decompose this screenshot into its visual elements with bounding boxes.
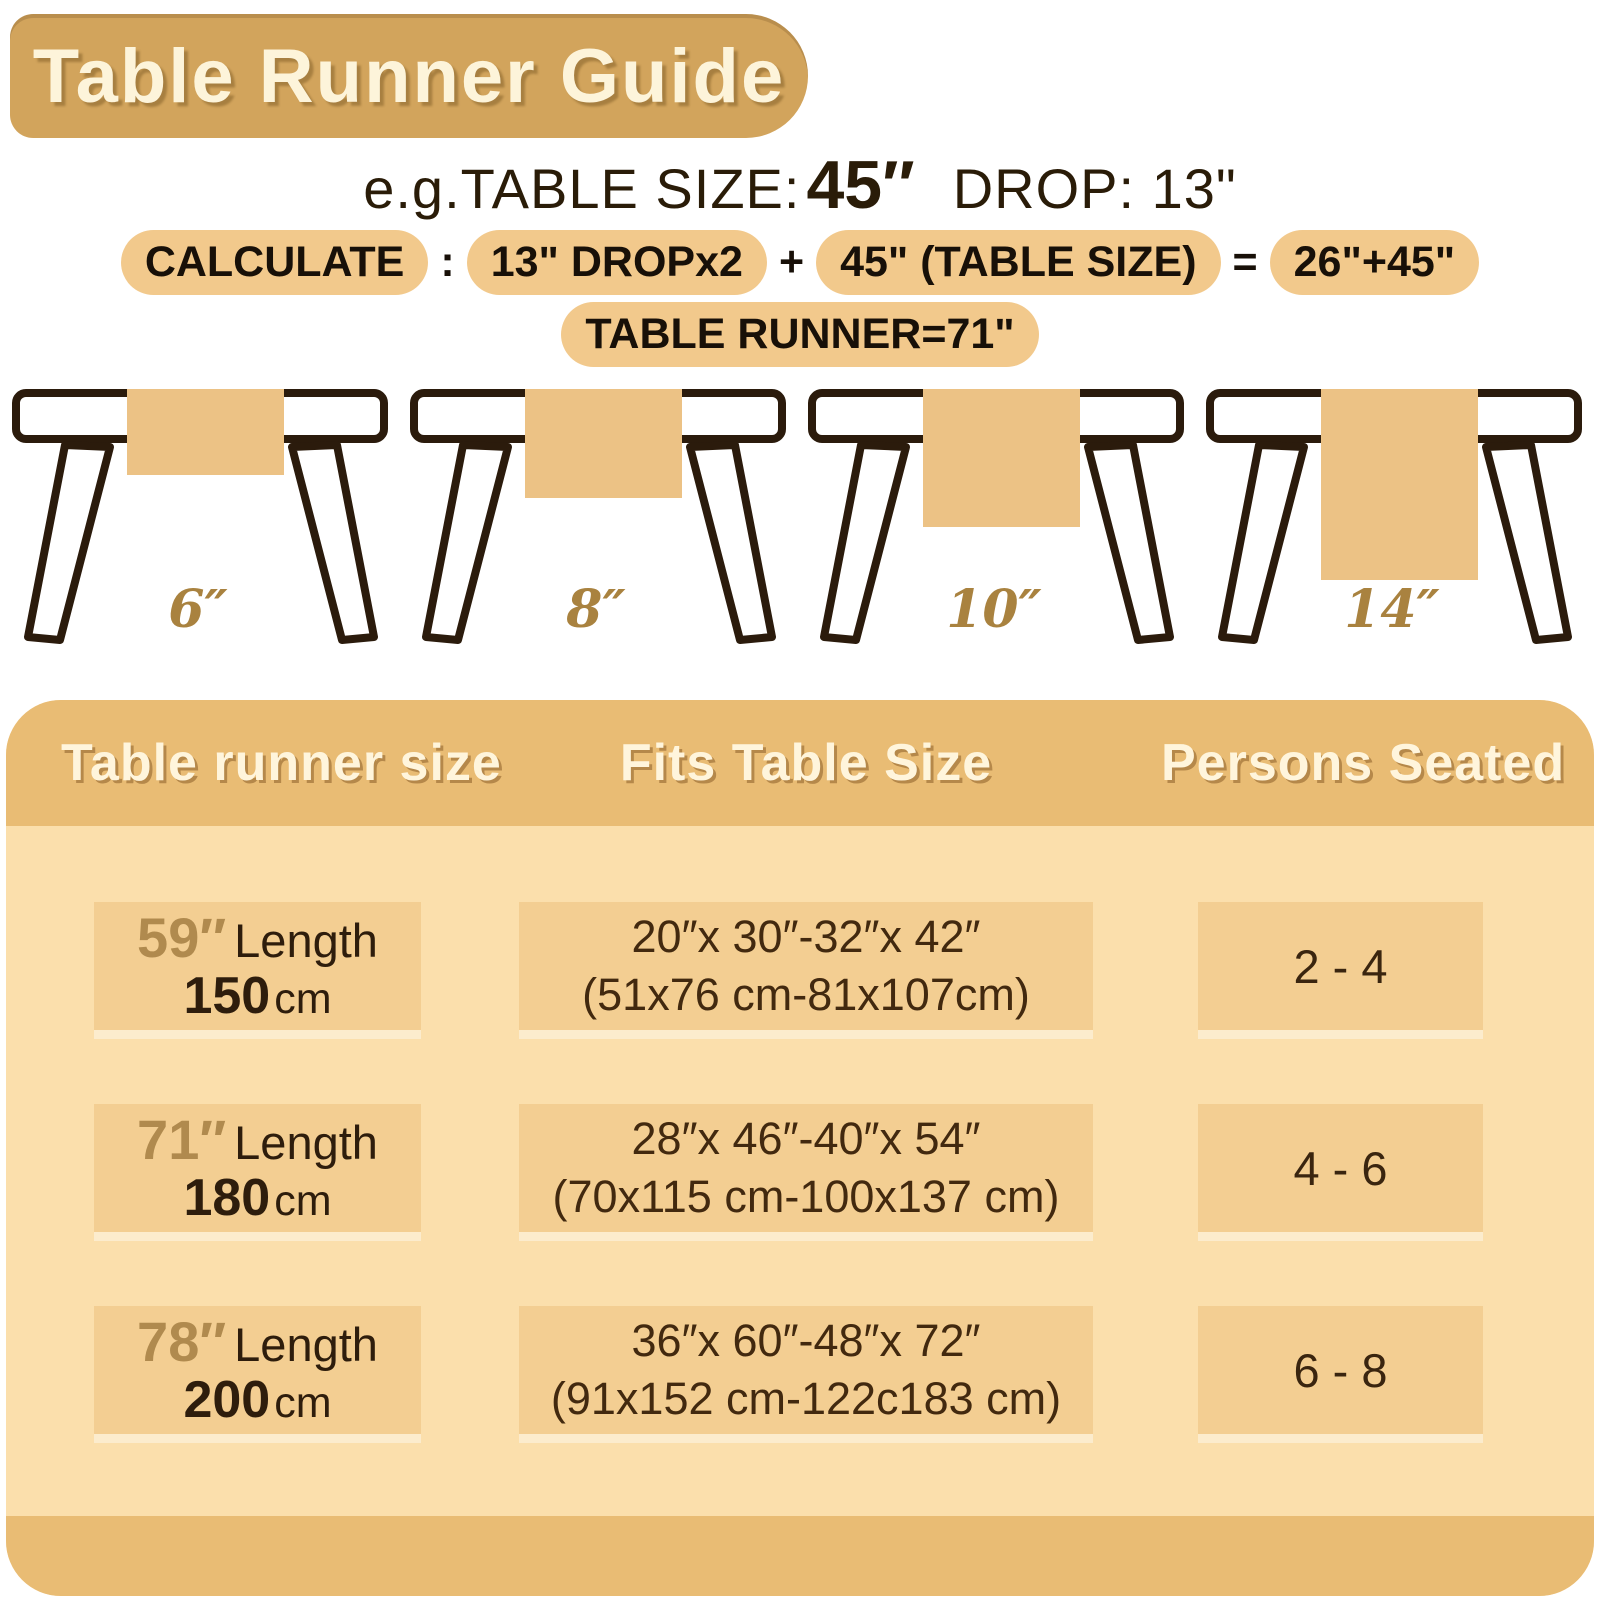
- table-row-1-fits-cell: [519, 902, 1093, 1030]
- length-inches-line: [137, 1311, 378, 1373]
- drop-diagrams: [0, 383, 1600, 653]
- drop-label: 10″: [946, 579, 1042, 640]
- calc-result-pill: 26"+45": [1270, 230, 1480, 295]
- column-header-persons: Persons Seated: [1161, 734, 1566, 792]
- table-leg-left: [426, 445, 508, 640]
- length-inches: 59″: [137, 905, 227, 969]
- table-diagram-10in: [804, 383, 1194, 653]
- runner-rect: [127, 389, 284, 475]
- length-cm-line: [183, 1170, 331, 1227]
- calculation-final-line: [0, 302, 1600, 367]
- table-diagram-6in: [8, 383, 398, 653]
- length-inches: 78″: [137, 1309, 227, 1373]
- table-leg-left: [824, 445, 906, 640]
- table-diagram-8in: [406, 383, 796, 653]
- length-cm: 150: [183, 967, 271, 1026]
- length-cm-line: [183, 1372, 331, 1429]
- calc-equals: =: [1232, 238, 1258, 287]
- table-row-3-size-cell: [94, 1306, 421, 1434]
- table-leg-right: [1486, 445, 1568, 640]
- runner-rect: [923, 389, 1080, 527]
- length-inches-line: [137, 907, 378, 969]
- table-leg-right: [690, 445, 772, 640]
- size-table: [6, 700, 1594, 1596]
- example-drop: DROP: 13": [952, 157, 1237, 220]
- length-word: Length: [234, 1317, 378, 1371]
- length-word: Length: [234, 1115, 378, 1169]
- example-table-size: 45″: [806, 147, 915, 223]
- persons-seated: 6 - 8: [1293, 1343, 1388, 1397]
- table-leg-right: [1088, 445, 1170, 640]
- table-row-3-persons-cell: [1198, 1306, 1483, 1434]
- calc-separator: :: [440, 238, 455, 287]
- drop-label: 14″: [1344, 579, 1440, 640]
- page-title: Table Runner Guide: [32, 33, 786, 119]
- table-leg-left: [1222, 445, 1304, 640]
- calc-final-pill: TABLE RUNNER=71": [561, 302, 1038, 367]
- table-row-2-fits-cell: [519, 1104, 1093, 1232]
- fits-inches: 36″x 60″-48″x 72″: [631, 1315, 981, 1367]
- cm-unit: cm: [274, 975, 332, 1024]
- table-row-2-size-cell: [94, 1104, 421, 1232]
- length-inches: 71″: [137, 1107, 227, 1171]
- length-word: Length: [234, 913, 378, 967]
- runner-rect: [1321, 389, 1478, 580]
- column-header-runner-size: Table runner size: [61, 734, 502, 792]
- example-line: [0, 146, 1600, 223]
- fits-inches: 20″x 30″-32″x 42″: [631, 911, 981, 963]
- calculation-line: [0, 230, 1600, 295]
- table-row-1-persons-cell: [1198, 902, 1483, 1030]
- table-row-3-fits-cell: [519, 1306, 1093, 1434]
- calc-term1-pill: 13" DROPx2: [467, 230, 767, 295]
- fits-cm: (70x115 cm-100x137 cm): [552, 1171, 1060, 1222]
- calc-label-pill: CALCULATE: [121, 230, 429, 295]
- persons-seated: 2 - 4: [1293, 939, 1388, 993]
- length-cm: 180: [183, 1169, 271, 1228]
- title-banner: [10, 14, 808, 138]
- calc-plus: +: [778, 238, 805, 287]
- fits-cm: (51x76 cm-81x107cm): [582, 969, 1030, 1020]
- fits-cm: (91x152 cm-122c183 cm): [550, 1373, 1062, 1424]
- table-diagram-14in: [1202, 383, 1592, 653]
- length-inches-line: [137, 1109, 378, 1171]
- persons-seated: 4 - 6: [1293, 1141, 1388, 1195]
- fits-inches: 28″x 46″-40″x 54″: [631, 1113, 981, 1165]
- size-table-footer-band: [6, 1516, 1594, 1596]
- cm-unit: cm: [274, 1379, 332, 1428]
- cm-unit: cm: [274, 1177, 332, 1226]
- drop-label: 6″: [168, 579, 228, 640]
- table-row-2-persons-cell: [1198, 1104, 1483, 1232]
- table-leg-left: [28, 445, 110, 640]
- example-prefix: e.g.TABLE SIZE:: [363, 157, 801, 220]
- runner-rect: [525, 389, 682, 498]
- column-header-fits-table: Fits Table Size: [619, 734, 993, 792]
- length-cm: 200: [183, 1371, 271, 1430]
- table-leg-right: [292, 445, 374, 640]
- calc-term2-pill: 45" (TABLE SIZE): [816, 230, 1220, 295]
- drop-label: 8″: [566, 579, 626, 640]
- length-cm-line: [183, 968, 331, 1025]
- table-row-1-size-cell: [94, 902, 421, 1030]
